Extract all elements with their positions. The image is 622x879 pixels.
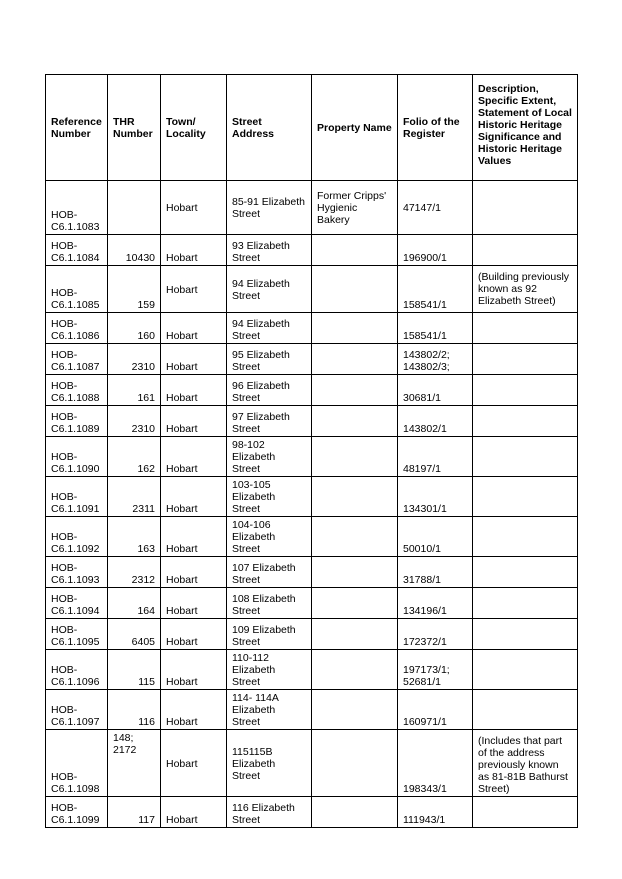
cell-property-name	[312, 517, 398, 557]
cell-description	[473, 313, 578, 344]
table-row	[46, 437, 578, 477]
cell-thr-number: 162	[108, 437, 161, 477]
cell-property-name	[312, 690, 398, 730]
table-row	[46, 477, 578, 517]
cell-town: Hobart	[161, 437, 227, 477]
cell-thr-number: 2311	[108, 477, 161, 517]
cell-reference-number: HOB-C6.1.1083	[46, 181, 108, 235]
cell-reference-number: HOB-C6.1.1086	[46, 313, 108, 344]
cell-town: Hobart	[161, 619, 227, 650]
table-row	[46, 730, 578, 797]
cell-street-address: 114- 114A Elizabeth Street	[227, 690, 312, 730]
cell-street-address: 108 Elizabeth Street	[227, 588, 312, 619]
cell-folio: 160971/1	[398, 690, 473, 730]
cell-street-address: 98-102 Elizabeth Street	[227, 437, 312, 477]
cell-folio: 197173/1; 52681/1	[398, 650, 473, 690]
cell-reference-number: HOB-C6.1.1093	[46, 557, 108, 588]
cell-property-name	[312, 313, 398, 344]
cell-folio: 134301/1	[398, 477, 473, 517]
cell-folio: 172372/1	[398, 619, 473, 650]
cell-street-address: 95 Elizabeth Street	[227, 344, 312, 375]
cell-thr-number: 164	[108, 588, 161, 619]
cell-folio: 48197/1	[398, 437, 473, 477]
cell-folio: 196900/1	[398, 235, 473, 266]
cell-description	[473, 344, 578, 375]
cell-street-address: 110-112 Elizabeth Street	[227, 650, 312, 690]
table-row	[46, 181, 578, 235]
cell-town: Hobart	[161, 313, 227, 344]
cell-thr-number: 2310	[108, 344, 161, 375]
cell-thr-number: 116	[108, 690, 161, 730]
cell-town: Hobart	[161, 517, 227, 557]
header-folio: Folio of the Register	[398, 75, 473, 181]
table-row	[46, 235, 578, 266]
header-town-locality: Town/ Locality	[161, 75, 227, 181]
cell-folio: 158541/1	[398, 313, 473, 344]
cell-description	[473, 181, 578, 235]
cell-town: Hobart	[161, 557, 227, 588]
cell-town: Hobart	[161, 588, 227, 619]
table-row	[46, 266, 578, 313]
cell-town: Hobart	[161, 344, 227, 375]
cell-description	[473, 557, 578, 588]
cell-thr-number	[108, 181, 161, 235]
table-row	[46, 690, 578, 730]
table-row	[46, 375, 578, 406]
cell-town: Hobart	[161, 375, 227, 406]
cell-reference-number: HOB-C6.1.1094	[46, 588, 108, 619]
cell-property-name	[312, 797, 398, 828]
cell-property-name	[312, 437, 398, 477]
cell-town: Hobart	[161, 266, 227, 313]
cell-thr-number: 117	[108, 797, 161, 828]
cell-description	[473, 406, 578, 437]
cell-description	[473, 375, 578, 406]
cell-town: Hobart	[161, 730, 227, 797]
cell-town: Hobart	[161, 650, 227, 690]
cell-folio: 30681/1	[398, 375, 473, 406]
cell-property-name	[312, 375, 398, 406]
cell-town: Hobart	[161, 235, 227, 266]
cell-description	[473, 517, 578, 557]
cell-town: Hobart	[161, 690, 227, 730]
cell-thr-number: 10430	[108, 235, 161, 266]
table-row	[46, 588, 578, 619]
table-row	[46, 650, 578, 690]
cell-property-name	[312, 406, 398, 437]
cell-description	[473, 690, 578, 730]
cell-description	[473, 650, 578, 690]
cell-property-name	[312, 557, 398, 588]
cell-reference-number: HOB-C6.1.1088	[46, 375, 108, 406]
cell-description	[473, 437, 578, 477]
table-body	[46, 181, 578, 828]
cell-thr-number: 159	[108, 266, 161, 313]
cell-town: Hobart	[161, 797, 227, 828]
heritage-register-table	[45, 74, 578, 828]
cell-street-address: 94 Elizabeth Street	[227, 266, 312, 313]
header-thr-number: THR Number	[108, 75, 161, 181]
table-row	[46, 517, 578, 557]
table-row	[46, 313, 578, 344]
cell-thr-number: 160	[108, 313, 161, 344]
cell-folio: 143802/1	[398, 406, 473, 437]
table-row	[46, 797, 578, 828]
cell-description	[473, 797, 578, 828]
header-description: Description, Specific Extent, Statement of Local Historic Heritage Significance and Historic Heritage Values	[473, 75, 578, 181]
cell-folio: 134196/1	[398, 588, 473, 619]
cell-thr-number: 2310	[108, 406, 161, 437]
cell-folio: 111943/1	[398, 797, 473, 828]
cell-town: Hobart	[161, 406, 227, 437]
cell-street-address: 103-105 Elizabeth Street	[227, 477, 312, 517]
cell-reference-number: HOB-C6.1.1092	[46, 517, 108, 557]
cell-street-address: 109 Elizabeth Street	[227, 619, 312, 650]
cell-folio: 50010/1	[398, 517, 473, 557]
cell-description	[473, 588, 578, 619]
table-row	[46, 557, 578, 588]
cell-street-address: 94 Elizabeth Street	[227, 313, 312, 344]
cell-property-name	[312, 344, 398, 375]
header-property-name: Property Name	[312, 75, 398, 181]
cell-street-address: 107 Elizabeth Street	[227, 557, 312, 588]
cell-town: Hobart	[161, 181, 227, 235]
cell-property-name	[312, 650, 398, 690]
cell-reference-number: HOB-C6.1.1085	[46, 266, 108, 313]
cell-thr-number: 148; 2172	[108, 730, 161, 797]
cell-property-name	[312, 477, 398, 517]
header-reference-number: Reference Number	[46, 75, 108, 181]
cell-folio: 158541/1	[398, 266, 473, 313]
cell-thr-number: 6405	[108, 619, 161, 650]
cell-reference-number: HOB-C6.1.1098	[46, 730, 108, 797]
cell-property-name	[312, 266, 398, 313]
header-street-address: Street Address	[227, 75, 312, 181]
cell-thr-number: 2312	[108, 557, 161, 588]
cell-street-address: 93 Elizabeth Street	[227, 235, 312, 266]
cell-property-name	[312, 235, 398, 266]
cell-reference-number: HOB-C6.1.1084	[46, 235, 108, 266]
cell-reference-number: HOB-C6.1.1089	[46, 406, 108, 437]
cell-property-name	[312, 730, 398, 797]
cell-folio: 31788/1	[398, 557, 473, 588]
cell-street-address: 115115B Elizabeth Street	[227, 730, 312, 797]
cell-reference-number: HOB-C6.1.1090	[46, 437, 108, 477]
table-row	[46, 344, 578, 375]
cell-property-name	[312, 619, 398, 650]
cell-folio: 143802/2; 143802/3;	[398, 344, 473, 375]
cell-folio: 47147/1	[398, 181, 473, 235]
cell-reference-number: HOB-C6.1.1099	[46, 797, 108, 828]
cell-description	[473, 619, 578, 650]
cell-street-address: 85-91 Elizabeth Street	[227, 181, 312, 235]
cell-reference-number: HOB-C6.1.1097	[46, 690, 108, 730]
cell-street-address: 97 Elizabeth Street	[227, 406, 312, 437]
cell-description: (Building previously known as 92 Elizabeth Street)	[473, 266, 578, 313]
header-row	[46, 75, 578, 181]
cell-reference-number: HOB-C6.1.1091	[46, 477, 108, 517]
cell-description	[473, 477, 578, 517]
cell-reference-number: HOB-C6.1.1095	[46, 619, 108, 650]
table-row	[46, 619, 578, 650]
cell-street-address: 116 Elizabeth Street	[227, 797, 312, 828]
cell-property-name	[312, 588, 398, 619]
cell-street-address: 104-106 Elizabeth Street	[227, 517, 312, 557]
cell-town: Hobart	[161, 477, 227, 517]
cell-thr-number: 115	[108, 650, 161, 690]
cell-thr-number: 163	[108, 517, 161, 557]
cell-street-address: 96 Elizabeth Street	[227, 375, 312, 406]
cell-reference-number: HOB-C6.1.1087	[46, 344, 108, 375]
cell-reference-number: HOB-C6.1.1096	[46, 650, 108, 690]
cell-description: (Includes that part of the address previously known as 81-81B Bathurst Street)	[473, 730, 578, 797]
cell-property-name: Former Cripps' Hygienic Bakery	[312, 181, 398, 235]
table-row	[46, 406, 578, 437]
cell-folio: 198343/1	[398, 730, 473, 797]
cell-description	[473, 235, 578, 266]
cell-thr-number: 161	[108, 375, 161, 406]
